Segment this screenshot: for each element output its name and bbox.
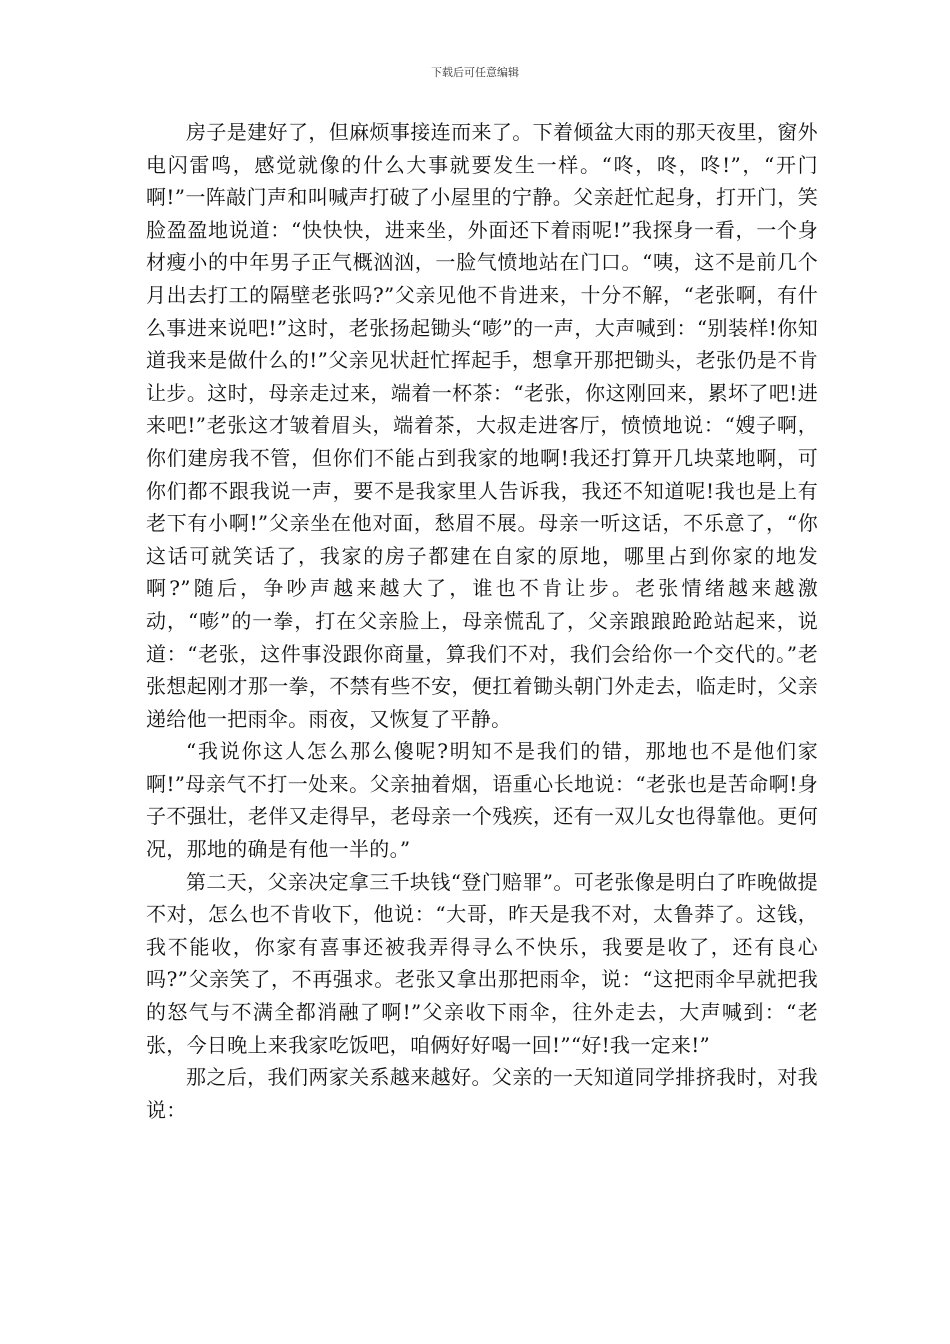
page-header: 下载后可任意编辑 — [431, 66, 519, 79]
paragraph-1: 房子是建好了，但麻烦事接连而来了。下着倾盆大雨的那天夜里，窗外电闪雷鸣，感觉就像的什么大事就要发生一样。“咚，咚，咚!”，“开门啊!”一阵敲门声和叫喊声打破了小屋里的宁静。父亲赶忙起身，打开门，笑脸盈盈地说道：“快快快，进来坐，外面还下着雨呢!”我探身一看，一个身材瘦小的中年男子正气概汹汹，一脸气愤地站在门口。“咦，这不是前几个月出去打工的隔壁老张吗?”父亲见他不肯进来，十分不解，“老张啊，有什么事进来说吧!”这时，老张扬起锄头“嘭”的一声，大声喊到：“别装样!你知道我来是做什么的!”父亲见状赶忙挥起手，想拿开那把锄头，老张仍是不肯让步。这时，母亲走过来，端着一杯茶：“老张，你这刚回来，累坏了吧!进来吧!”老张这才皱着眉头，端着茶，大叔走进客厅，愤愤地说：“嫂子啊，你们建房我不管，但你们不能占到我家的地啊!我还打算开几块菜地啊，可你们都不跟我说一声，要不是我家里人告诉我，我还不知道呢!我也是上有老下有小啊!”父亲坐在他对面，愁眉不展。母亲一听这话，不乐意了，“你这话可就笑话了，我家的房子都建在自家的原地，哪里占到你家的地发啊?”随后，争吵声越来越大了，谁也不肯让步。老张情绪越来越激动，“嘭”的一拳，打在父亲脸上，母亲慌乱了，父亲踉踉跄跄站起来，说道：“老张，这件事没跟你商量，算我们不对，我们会给你一个交代的。”老张想起刚才那一拳，不禁有些不安，便扛着锄头朝门外走去，临走时，父亲递给他一把雨伞。雨夜，又恢复了平静。 — [146, 120, 818, 731]
paragraph-2: “我说你这人怎么那么傻呢?明知不是我们的错，那地也不是他们家啊!”母亲气不打一处来。父亲抽着烟，语重心长地说：“老张也是苦命啊!身子不强壮，老伴又走得早，老母亲一个残疾，还有一双儿女也得靠他。更何况，那地的确是有他一半的。” — [146, 739, 818, 862]
document-body — [146, 116, 818, 1126]
paragraph-4: 那之后，我们两家关系越来越好。父亲的一天知道同学排挤我时，对我说： — [146, 1065, 818, 1122]
paragraph-3: 第二天，父亲决定拿三千块钱“登门赔罪”。可老张像是明白了昨晚做提不对，怎么也不肯收下，他说：“大哥，昨天是我不对，太鲁莽了。这钱，我不能收，你家有喜事还被我弄得寻么不快乐，我要是收了，还有良心吗?”父亲笑了，不再强求。老张又拿出那把雨伞，说：“这把雨伞早就把我的怒气与不满全都消融了啊!”父亲收下雨伞，往外走去，大声喊到：“老张，今日晚上来我家吃饭吧，咱俩好好喝一回!”“好!我一定来!” — [146, 869, 818, 1057]
